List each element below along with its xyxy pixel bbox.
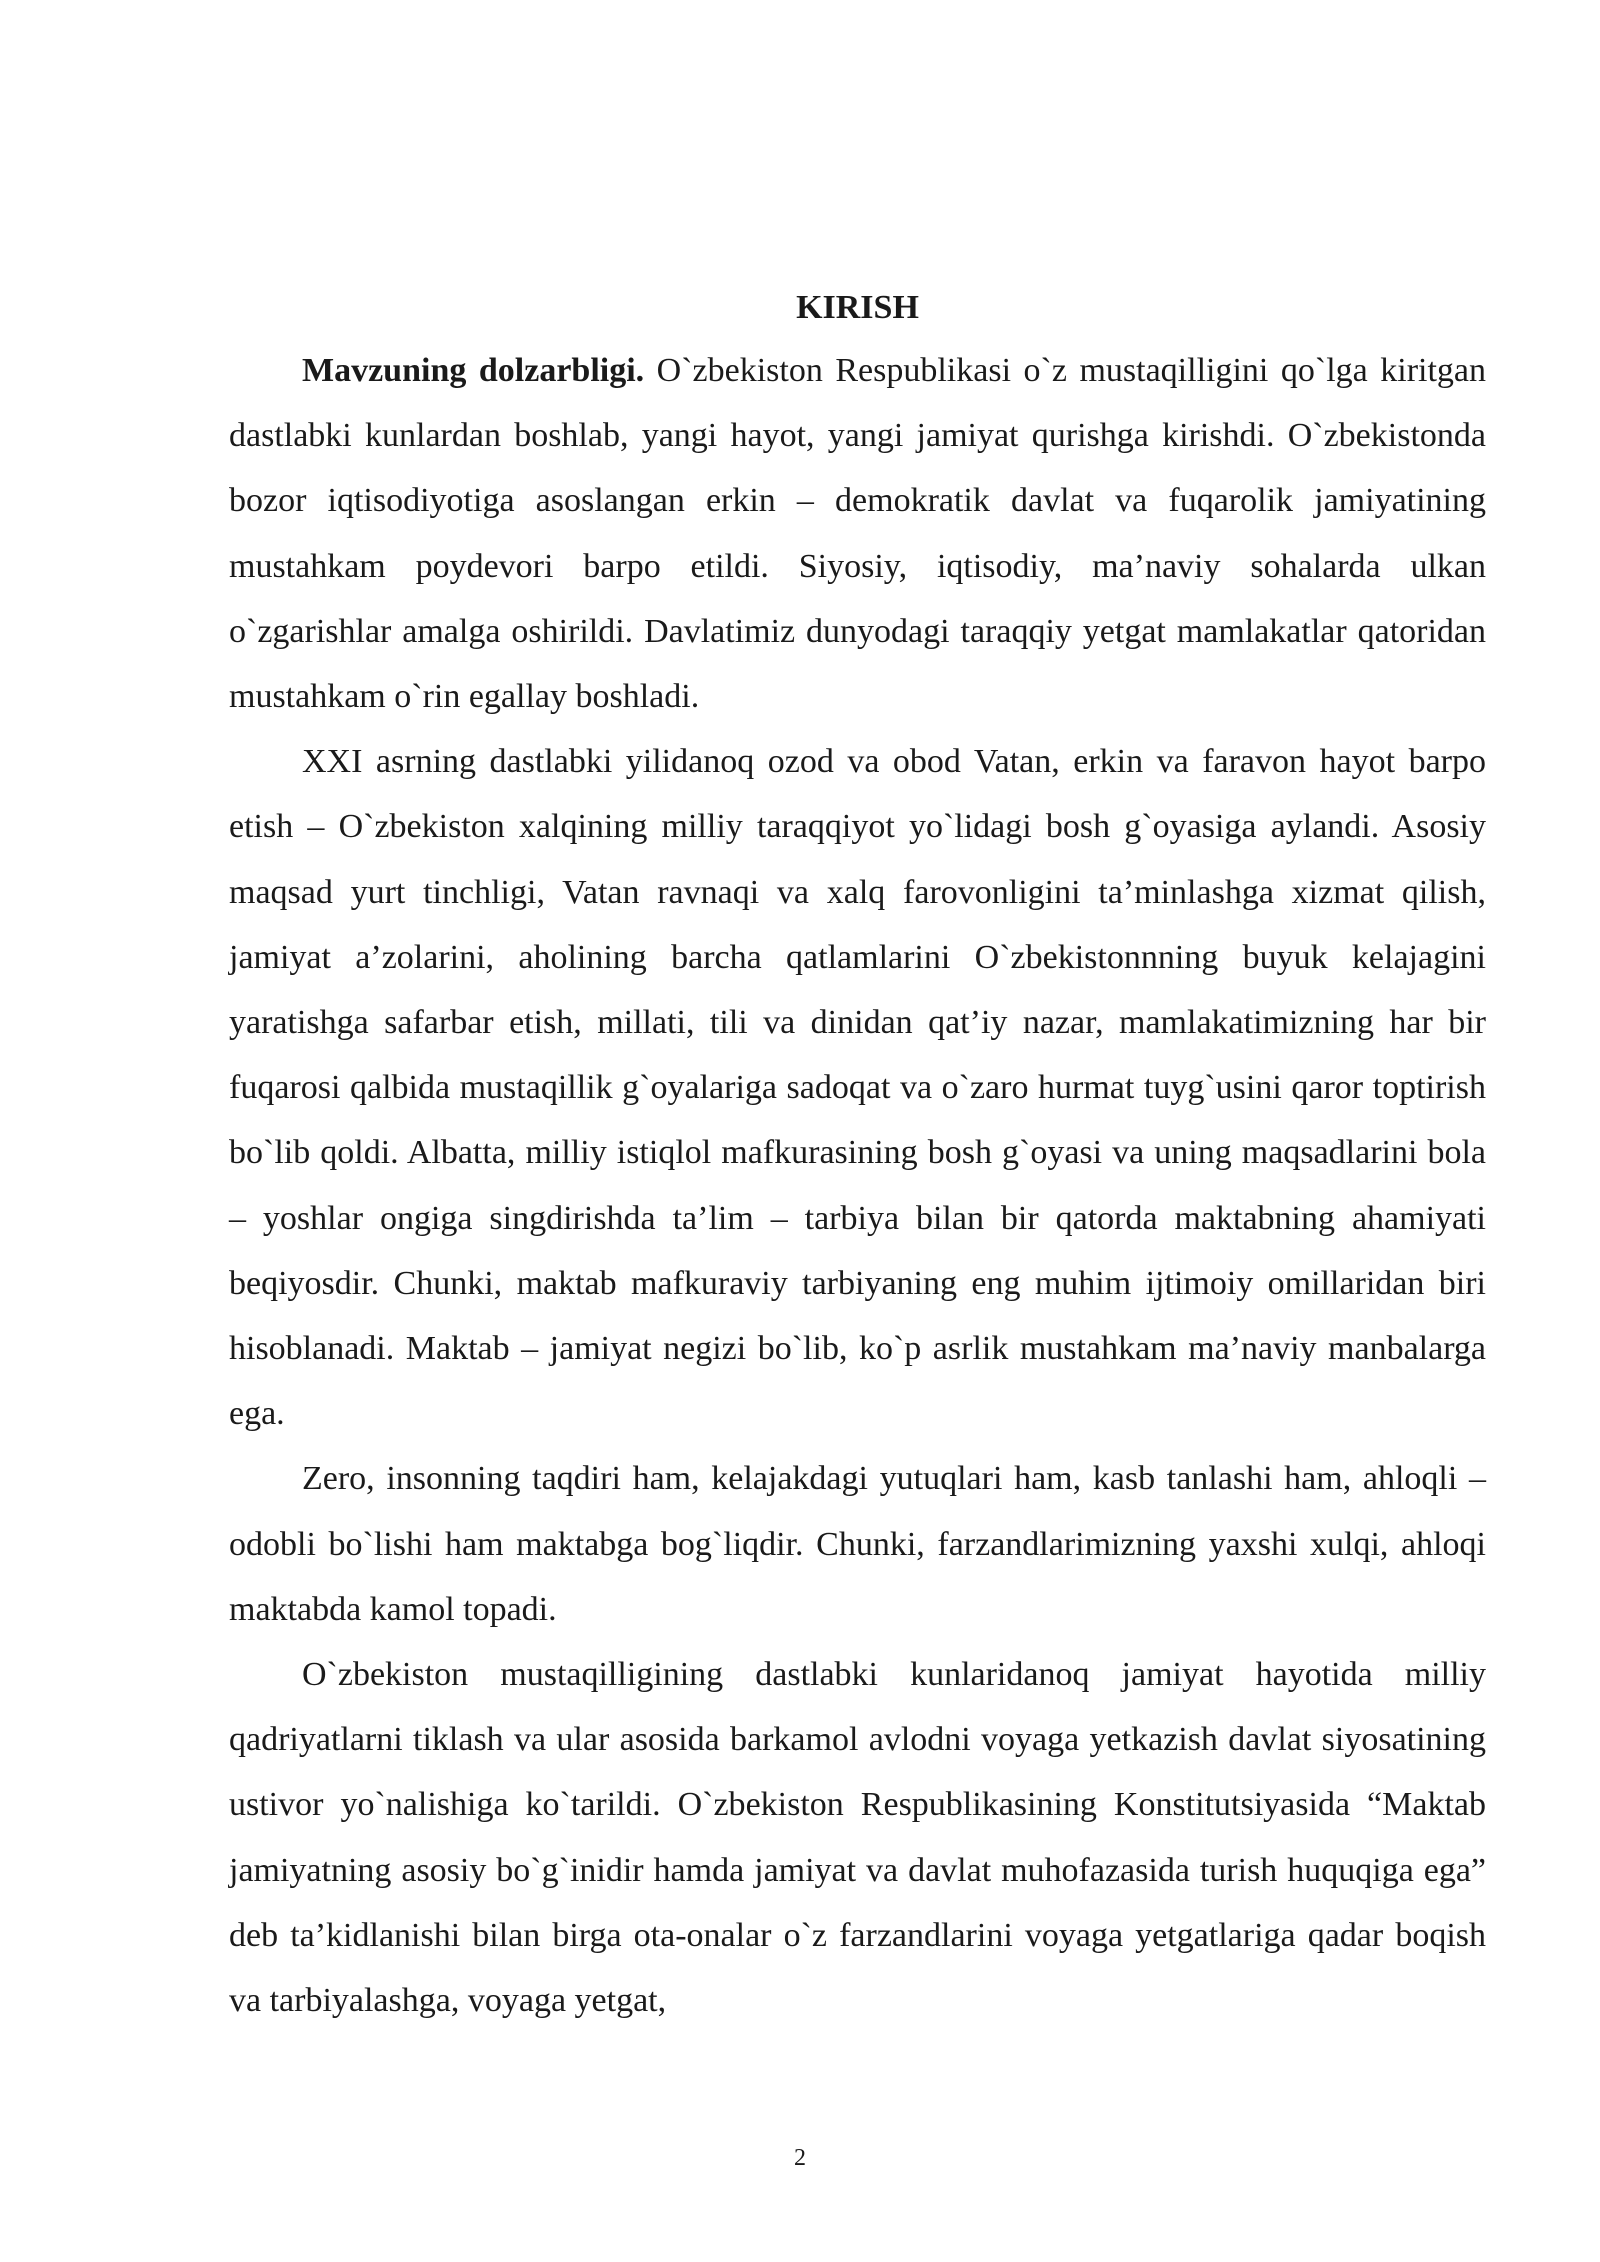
paragraph-lead: Mavzuning dolzarbligi.: [302, 352, 645, 389]
paragraph-text: O`zbekiston Respublikasi o`z mustaqilligini qo`lga kiritgan dastlabki kunlardan boshlab, yangi hayot, yangi jamiyat qurishga kirishdi. O`zbekistonda bozor iqtisodiyotiga asoslangan erkin – demokratik davlat va fuqarolik jamiyatining mustahkam poydevori barpo etildi. Siyosiy, iqtisodiy, ma’naviy sohalarda ulkan o`zgarishlar amalga oshirildi. Davlatimiz dunyodagi taraqqiy yetgat mamlakatlar qatoridan mustahkam o`rin egallay boshladi.: [229, 352, 1486, 716]
page-content: [229, 278, 1486, 2033]
document-title: KIRISH: [796, 289, 919, 326]
paragraph-zero: Zero, insonning taqdiri ham, kelajakdagi yutuqlari ham, kasb tanlashi ham, ahloqli – odobli bo`lishi ham maktabga bog`liqdir. Chunki, farzandlarimizning yaxshi xulqi, ahloqi maktabda kamol topadi.: [229, 1460, 1486, 1628]
page-number: 2: [794, 2145, 806, 2171]
paragraph-relevance: [229, 338, 1486, 729]
paragraph-independence: O`zbekiston mustaqilligining dastlabki kunlaridanoq jamiyat hayotida milliy qadriyatlarni tiklash va ular asosida barkamol avlodni voyaga yetkazish davlat siyosatining ustivor yo`nalishiga ko`tarildi. O`zbekiston Respublikasining Konstitutsiyasida “Maktab jamiyatning asosiy bo`g`inidir hamda jamiyat va davlat muhofazasida turish huquqiga ega” deb ta’kidlanishi bilan birga ota-onalar o`z farzandlarini voyaga yetgatlariga qadar boqish va tarbiyalashga, voyaga yetgat,: [229, 1656, 1486, 2020]
paragraph-xxi-century: XXI asrning dastlabki yilidanoq ozod va obod Vatan, erkin va faravon hayot barpo etish – O`zbekiston xalqining milliy taraqqiyot yo`lidagi bosh g`oyasiga aylandi. Asosiy maqsad yurt tinchligi, Vatan ravnaqi va xalq farovonligini ta’minlashga xizmat qilish, jamiyat a’zolarini, aholining barcha qatlamlarini O`zbekistonnning buyuk kelajagini yaratishga safarbar etish, millati, tili va dinidan qat’iy nazar, mamlakatimizning har bir fuqarosi qalbida mustaqillik g`oyalariga sadoqat va o`zaro hurmat tuyg`usini qaror toptirish bo`lib qoldi. Albatta, milliy istiqlol mafkurasining bosh g`oyasi va uning maqsadlarini bola – yoshlar ongiga singdirishda ta’lim – tarbiya bilan bir qatorda maktabning ahamiyati beqiyosdir. Chunki, maktab mafkuraviy tarbiyaning eng muhim ijtimoiy omillaridan biri hisoblanadi. Maktab – jamiyat negizi bo`lib, ko`p asrlik mustahkam ma’naviy manbalarga ega.: [229, 743, 1486, 1433]
